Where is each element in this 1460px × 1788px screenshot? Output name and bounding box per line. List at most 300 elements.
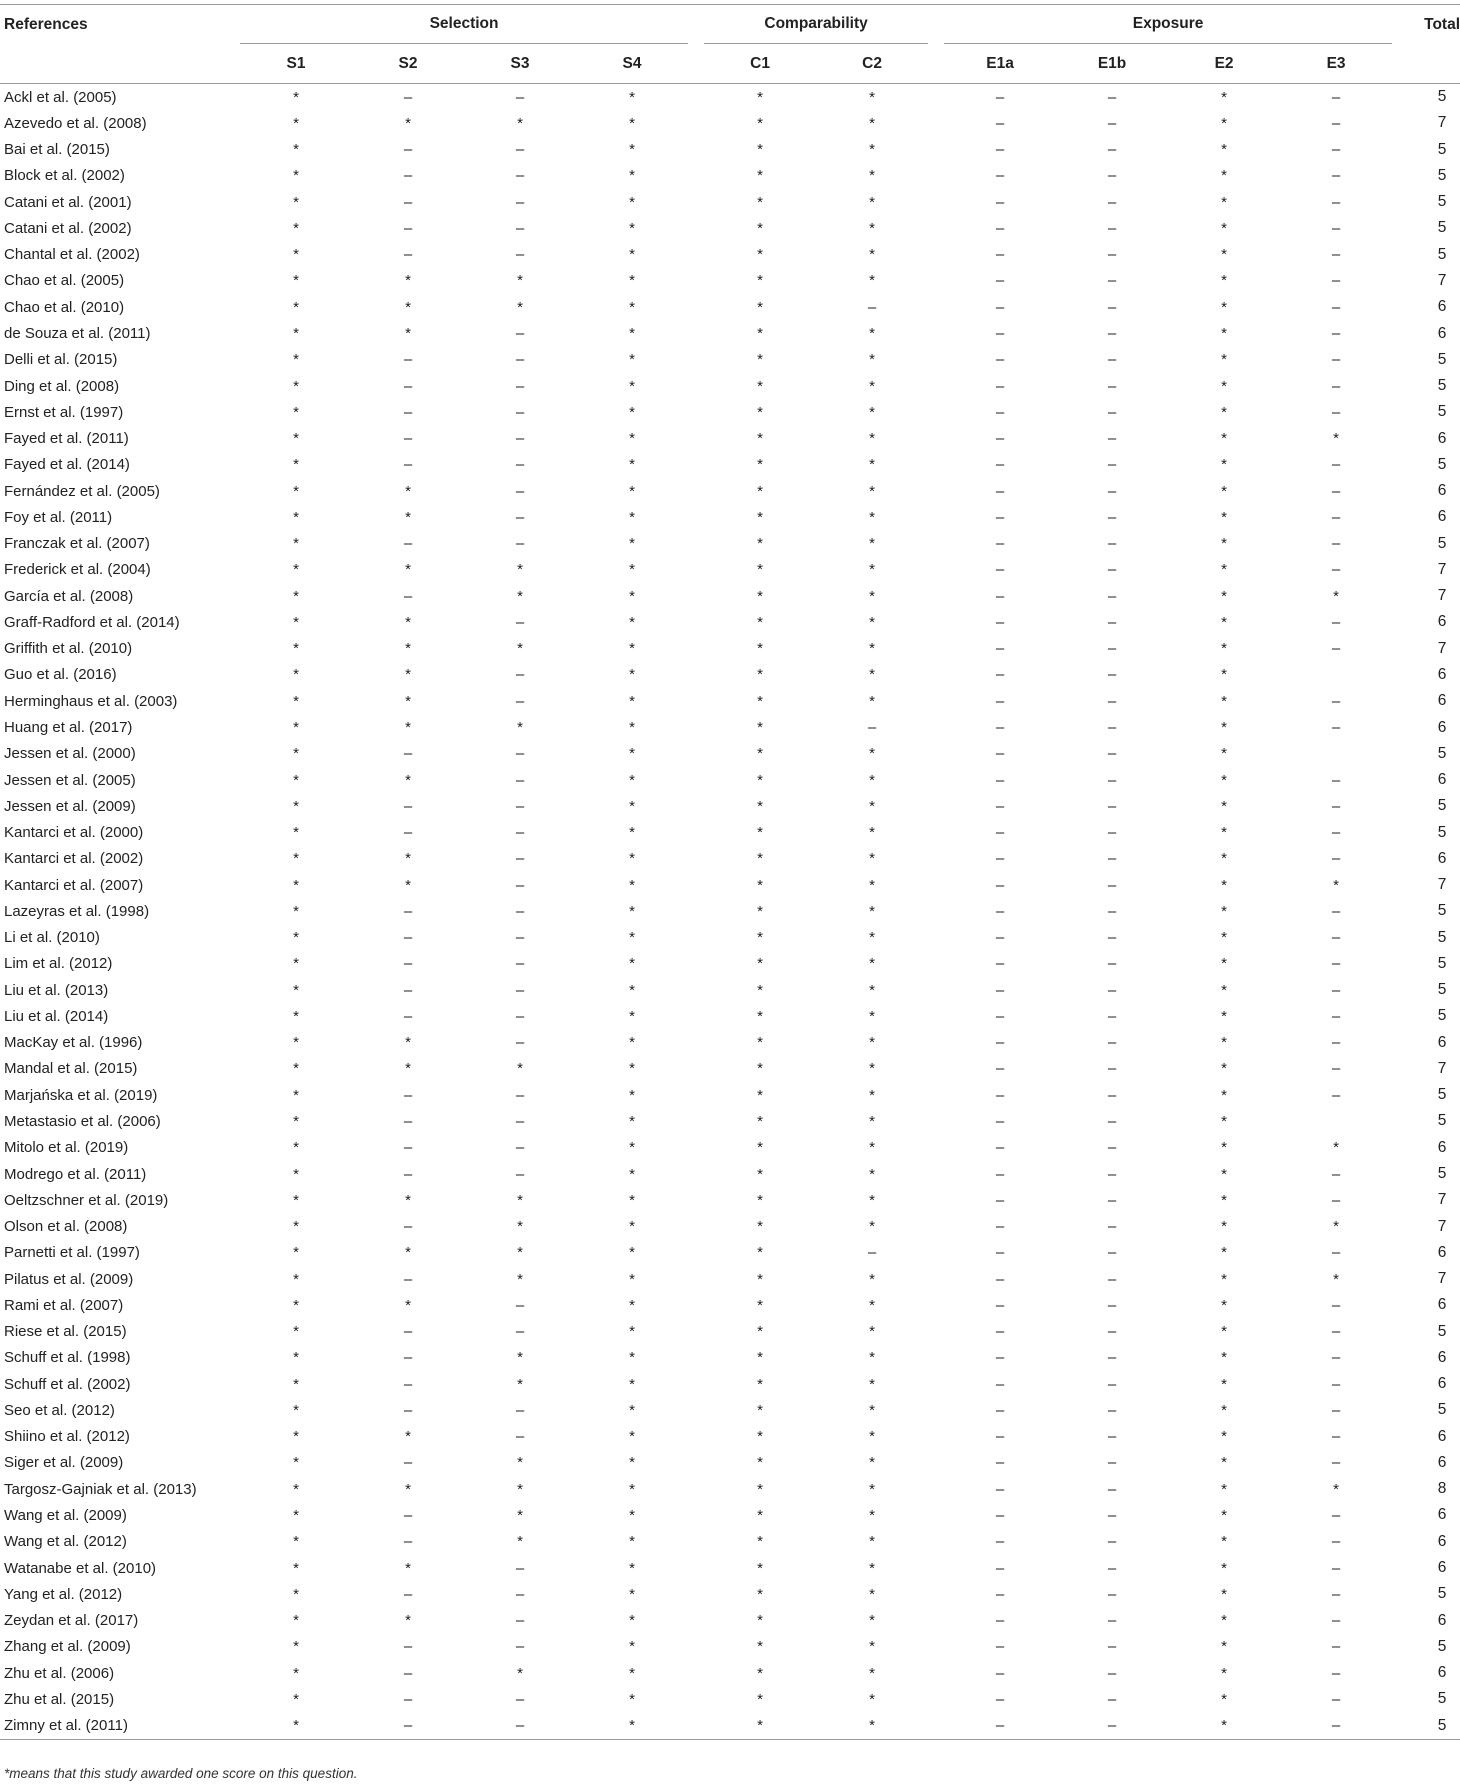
- score-cell: *: [405, 1191, 411, 1209]
- score-cell: *: [1221, 929, 1227, 947]
- total-cell: 6: [1437, 1138, 1447, 1156]
- column-gap: [928, 1318, 944, 1344]
- score-cell: *: [1333, 1270, 1339, 1288]
- column-gap: [928, 609, 944, 635]
- score-cell: *: [293, 219, 299, 237]
- score-cell: *: [869, 167, 875, 185]
- score-cell: *: [757, 1244, 763, 1262]
- score-cell: *: [757, 613, 763, 631]
- column-gap: [928, 898, 944, 924]
- score-cell: *: [1221, 797, 1227, 815]
- score-cell: –: [515, 1612, 525, 1630]
- score-cell: –: [995, 1664, 1005, 1682]
- score-cell: *: [405, 482, 411, 500]
- score-cell: *: [757, 456, 763, 474]
- total-cell: 7: [1437, 1059, 1447, 1077]
- column-header-c2: C2: [816, 45, 928, 84]
- header-gap: [928, 45, 944, 84]
- column-gap: [928, 1397, 944, 1423]
- reference-cell: de Souza et al. (2011): [4, 325, 151, 343]
- score-cell: *: [293, 298, 299, 316]
- header-row-groups: [0, 5, 1460, 46]
- reference-cell: Chantal et al. (2002): [4, 246, 140, 264]
- score-cell: –: [515, 403, 525, 421]
- score-cell: *: [1221, 1323, 1227, 1341]
- score-cell: [1280, 662, 1392, 688]
- score-cell: –: [1107, 666, 1117, 684]
- reference-cell: Foy et al. (2011): [4, 508, 113, 526]
- total-cell: 5: [1437, 744, 1447, 762]
- score-cell: –: [515, 535, 525, 553]
- reference-cell: Wang et al. (2009): [4, 1506, 127, 1524]
- score-cell: –: [403, 1690, 413, 1708]
- score-cell: –: [995, 955, 1005, 973]
- score-cell: –: [1107, 482, 1117, 500]
- score-cell: *: [629, 981, 635, 999]
- column-gap: [688, 1397, 704, 1423]
- column-gap: [928, 84, 944, 111]
- score-cell: –: [403, 430, 413, 448]
- score-cell: *: [405, 876, 411, 894]
- total-cell: 5: [1437, 534, 1447, 552]
- total-cell: 7: [1437, 1191, 1447, 1209]
- score-cell: *: [293, 955, 299, 973]
- column-gap: [688, 1240, 704, 1266]
- score-cell: *: [816, 1712, 928, 1739]
- score-cell: *: [293, 771, 299, 789]
- column-gap: [928, 819, 944, 845]
- score-cell: –: [515, 797, 525, 815]
- header-blank: [0, 45, 240, 84]
- score-cell: *: [1221, 535, 1227, 553]
- reference-cell: Modrego et al. (2011): [4, 1165, 147, 1183]
- score-cell: *: [1221, 272, 1227, 290]
- column-gap: [928, 1135, 944, 1161]
- score-cell: *: [293, 902, 299, 920]
- table-row: [0, 1240, 1460, 1266]
- score-cell: –: [1107, 1244, 1117, 1262]
- score-cell: –: [1331, 1191, 1341, 1209]
- reference-cell: Oeltzschner et al. (2019): [4, 1191, 169, 1209]
- score-cell: *: [869, 88, 875, 106]
- reference-cell: Siger et al. (2009): [4, 1454, 124, 1472]
- score-cell: –: [1331, 403, 1341, 421]
- score-cell: *: [757, 1690, 763, 1708]
- score-cell: –: [995, 1559, 1005, 1577]
- score-cell: *: [869, 351, 875, 369]
- score-cell: *: [405, 1428, 411, 1446]
- score-cell: –: [403, 1533, 413, 1551]
- score-cell: –: [1331, 193, 1341, 211]
- table-row: [0, 1345, 1460, 1371]
- score-cell: *: [293, 929, 299, 947]
- score-cell: *: [757, 377, 763, 395]
- score-cell: –: [515, 88, 525, 106]
- score-cell: *: [293, 1690, 299, 1708]
- score-cell: *: [629, 219, 635, 237]
- column-gap: [928, 347, 944, 373]
- score-cell: *: [1221, 1112, 1227, 1130]
- table-row: [0, 872, 1460, 898]
- column-gap: [688, 137, 704, 163]
- score-cell: *: [1221, 351, 1227, 369]
- score-cell: *: [869, 1375, 875, 1393]
- score-cell: *: [1221, 141, 1227, 159]
- table-row: [0, 609, 1460, 635]
- table-row: [0, 583, 1460, 609]
- column-gap: [928, 373, 944, 399]
- score-cell: *: [869, 929, 875, 947]
- reference-cell: Catani et al. (2001): [4, 193, 132, 211]
- score-cell: *: [629, 1664, 635, 1682]
- score-cell: –: [1107, 403, 1117, 421]
- score-cell: *: [293, 1401, 299, 1419]
- score-cell: *: [629, 403, 635, 421]
- column-gap: [688, 636, 704, 662]
- score-cell: –: [403, 167, 413, 185]
- score-cell: –: [403, 1112, 413, 1130]
- score-cell: –: [1331, 1612, 1341, 1630]
- score-cell: *: [629, 719, 635, 736]
- score-cell: –: [1331, 1506, 1341, 1524]
- score-cell: *: [629, 1296, 635, 1314]
- score-cell: –: [403, 1506, 413, 1524]
- column-gap: [928, 531, 944, 557]
- table-row: [0, 1108, 1460, 1134]
- group-header-exposure: [944, 5, 1392, 46]
- reference-cell: Ding et al. (2008): [4, 377, 120, 395]
- score-cell: –: [995, 981, 1005, 999]
- score-cell: *: [757, 272, 763, 290]
- column-header-c1: C1: [704, 45, 816, 84]
- total-cell: 6: [1437, 1427, 1447, 1445]
- score-cell: *: [293, 1112, 299, 1130]
- score-cell: –: [515, 1086, 525, 1104]
- score-cell: –: [995, 1296, 1005, 1314]
- score-cell: –: [403, 902, 413, 920]
- score-cell: *: [757, 535, 763, 553]
- score-cell: –: [515, 929, 525, 947]
- score-cell: *: [517, 1191, 523, 1209]
- column-gap: [688, 399, 704, 425]
- score-cell: *: [869, 876, 875, 894]
- reference-cell: Targosz-Gajniak et al. (2013): [4, 1480, 197, 1498]
- score-cell: –: [515, 981, 525, 999]
- score-cell: –: [1107, 430, 1117, 448]
- score-cell: –: [515, 193, 525, 211]
- column-gap: [928, 163, 944, 189]
- score-cell: *: [293, 1480, 299, 1498]
- score-cell: *: [1221, 1559, 1227, 1577]
- score-cell: *: [629, 876, 635, 894]
- score-cell: *: [405, 1296, 411, 1314]
- score-cell: *: [757, 1296, 763, 1314]
- score-cell: *: [629, 929, 635, 947]
- column-gap: [688, 1213, 704, 1239]
- score-cell: –: [995, 666, 1005, 684]
- score-cell: –: [403, 981, 413, 999]
- table-row: [0, 1030, 1460, 1056]
- column-gap: [928, 1686, 944, 1712]
- score-cell: *: [1221, 902, 1227, 920]
- score-cell: *: [869, 1349, 875, 1367]
- score-cell: –: [995, 1638, 1005, 1656]
- score-cell: *: [1221, 1139, 1227, 1157]
- reference-cell: Fayed et al. (2011): [4, 430, 129, 448]
- score-cell: –: [995, 613, 1005, 631]
- reference-cell: Mandal et al. (2015): [4, 1060, 138, 1078]
- table-row: [0, 1712, 1460, 1739]
- score-cell: *: [869, 219, 875, 237]
- score-cell: *: [293, 193, 299, 211]
- score-cell: –: [995, 1585, 1005, 1603]
- score-cell: *: [629, 1139, 635, 1157]
- score-cell: *: [293, 981, 299, 999]
- score-cell: *: [1221, 613, 1227, 631]
- score-cell: *: [629, 535, 635, 553]
- score-cell: –: [1107, 1086, 1117, 1104]
- score-cell: *: [517, 587, 523, 605]
- score-cell: –: [1107, 692, 1117, 710]
- reference-cell: Kantarci et al. (2000): [4, 824, 144, 842]
- reference-cell: Herminghaus et al. (2003): [4, 692, 178, 710]
- column-gap: [928, 977, 944, 1003]
- score-cell: –: [403, 1585, 413, 1603]
- reference-cell: Wang et al. (2012): [4, 1533, 127, 1551]
- total-cell: 5: [1437, 166, 1447, 184]
- score-cell: *: [405, 666, 411, 684]
- score-cell: *: [869, 246, 875, 264]
- score-cell: *: [629, 430, 635, 448]
- score-cell: *: [757, 167, 763, 185]
- column-gap: [928, 1371, 944, 1397]
- score-cell: *: [517, 561, 523, 579]
- score-cell: *: [869, 613, 875, 631]
- score-cell: –: [515, 1112, 525, 1130]
- column-gap: [688, 1476, 704, 1502]
- score-cell: –: [995, 1506, 1005, 1524]
- score-cell: –: [1331, 1086, 1341, 1104]
- score-cell: –: [995, 561, 1005, 579]
- total-cell: 5: [1437, 350, 1447, 368]
- score-cell: –: [1331, 482, 1341, 500]
- table-row: [0, 1003, 1460, 1029]
- score-cell: –: [867, 1244, 877, 1262]
- table-row: [0, 1555, 1460, 1581]
- score-cell: –: [515, 456, 525, 474]
- reference-cell: García et al. (2008): [4, 587, 134, 605]
- score-cell: *: [1221, 298, 1227, 316]
- score-cell: *: [405, 1244, 411, 1262]
- score-cell: –: [1331, 141, 1341, 159]
- score-cell: *: [757, 1585, 763, 1603]
- score-cell: –: [403, 88, 413, 106]
- score-cell: *: [517, 1270, 523, 1288]
- column-gap: [928, 1502, 944, 1528]
- column-gap: [928, 504, 944, 530]
- score-cell: –: [1107, 587, 1117, 605]
- column-gap: [688, 84, 704, 111]
- score-cell: –: [1331, 561, 1341, 579]
- score-cell: –: [1107, 955, 1117, 973]
- column-gap: [928, 583, 944, 609]
- score-cell: *: [757, 692, 763, 710]
- total-cell: 7: [1437, 560, 1447, 578]
- score-cell: *: [1221, 719, 1227, 736]
- score-cell: –: [1107, 535, 1117, 553]
- score-cell: *: [869, 797, 875, 815]
- score-cell: *: [629, 1323, 635, 1341]
- score-cell: –: [464, 1712, 576, 1739]
- score-cell: –: [995, 1086, 1005, 1104]
- score-cell: *: [757, 1086, 763, 1104]
- score-cell: *: [293, 1664, 299, 1682]
- score-cell: –: [1331, 1296, 1341, 1314]
- score-cell: –: [1107, 114, 1117, 132]
- total-cell: 5: [1437, 1086, 1447, 1104]
- score-cell: –: [1331, 1585, 1341, 1603]
- score-cell: –: [1107, 1585, 1117, 1603]
- score-cell: –: [1331, 692, 1341, 710]
- total-cell: 6: [1437, 1559, 1447, 1576]
- group-label-comparability: Comparability: [704, 7, 928, 44]
- score-cell: *: [629, 193, 635, 211]
- score-cell: *: [293, 141, 299, 159]
- score-cell: –: [403, 193, 413, 211]
- table-row: [0, 925, 1460, 951]
- score-cell: –: [995, 771, 1005, 789]
- score-cell: *: [1221, 219, 1227, 237]
- table-row: [0, 504, 1460, 530]
- header-gap: [688, 45, 704, 84]
- group-label-exposure: Exposure: [944, 7, 1392, 44]
- score-cell: *: [1221, 1612, 1227, 1630]
- column-gap: [688, 662, 704, 688]
- table-row: [0, 1397, 1460, 1423]
- column-gap: [688, 1607, 704, 1633]
- column-gap: [688, 294, 704, 320]
- score-cell: *: [757, 193, 763, 211]
- score-cell: –: [995, 351, 1005, 369]
- score-cell: –: [515, 1296, 525, 1314]
- column-header-s3: S3: [464, 45, 576, 84]
- score-cell: –: [1107, 561, 1117, 579]
- score-cell: –: [403, 456, 413, 474]
- score-cell: –: [1331, 613, 1341, 631]
- score-cell: *: [1221, 325, 1227, 343]
- score-cell: *: [240, 1712, 352, 1739]
- score-cell: *: [1221, 1270, 1227, 1288]
- score-cell: *: [629, 1349, 635, 1367]
- table-footnote: *means that this study awarded one score on this question.: [4, 1766, 358, 1781]
- score-cell: –: [995, 167, 1005, 185]
- reference-cell: Lazeyras et al. (1998): [4, 902, 150, 920]
- score-cell: *: [869, 325, 875, 343]
- score-cell: *: [1221, 1638, 1227, 1656]
- column-header-s2: S2: [352, 45, 464, 84]
- score-cell: –: [403, 745, 413, 763]
- score-cell: *: [869, 456, 875, 474]
- score-cell: –: [995, 1191, 1005, 1209]
- score-cell: –: [1331, 1375, 1341, 1393]
- score-cell: *: [629, 272, 635, 290]
- column-header-e2: E2: [1168, 45, 1280, 84]
- column-gap: [928, 425, 944, 451]
- score-cell: *: [629, 1112, 635, 1130]
- score-cell: –: [1107, 1323, 1117, 1341]
- total-cell: 5: [1437, 140, 1447, 158]
- total-cell: 5: [1437, 245, 1447, 263]
- score-cell: *: [869, 745, 875, 763]
- score-cell: *: [293, 692, 299, 710]
- score-cell: –: [515, 325, 525, 343]
- score-cell: *: [629, 745, 635, 763]
- column-gap: [688, 1450, 704, 1476]
- total-cell: 5: [1437, 1112, 1447, 1130]
- score-cell: *: [757, 876, 763, 894]
- group-header-selection: [240, 5, 688, 46]
- score-cell: *: [405, 692, 411, 710]
- column-gap: [688, 1660, 704, 1686]
- score-cell: *: [629, 1401, 635, 1419]
- reference-cell: Catani et al. (2002): [4, 219, 132, 237]
- score-cell: –: [515, 1638, 525, 1656]
- table-row: [0, 137, 1460, 163]
- score-cell: *: [869, 587, 875, 605]
- score-cell: –: [1056, 1712, 1168, 1739]
- score-cell: *: [1333, 587, 1339, 605]
- total-cell: 8: [1437, 1480, 1447, 1498]
- score-cell: –: [1331, 1060, 1341, 1078]
- table-row: [0, 268, 1460, 294]
- score-cell: *: [757, 587, 763, 605]
- score-cell: *: [1221, 955, 1227, 973]
- score-cell: *: [629, 1612, 635, 1630]
- score-cell: –: [1107, 771, 1117, 789]
- score-cell: *: [757, 1218, 763, 1236]
- column-gap: [928, 1712, 944, 1739]
- score-cell: –: [995, 850, 1005, 868]
- score-cell: *: [1221, 1585, 1227, 1603]
- table-row: [0, 1161, 1460, 1187]
- score-cell: –: [1107, 1506, 1117, 1524]
- score-cell: –: [515, 351, 525, 369]
- score-cell: *: [293, 351, 299, 369]
- table-row: [0, 793, 1460, 819]
- score-cell: *: [1221, 1244, 1227, 1262]
- score-cell: *: [757, 1007, 763, 1025]
- score-cell: *: [1221, 377, 1227, 395]
- score-cell: *: [1221, 1506, 1227, 1524]
- column-gap: [928, 294, 944, 320]
- score-cell: –: [515, 955, 525, 973]
- score-cell: *: [704, 1712, 816, 1739]
- score-cell: –: [515, 508, 525, 526]
- column-gap: [688, 1424, 704, 1450]
- score-cell: *: [757, 403, 763, 421]
- score-cell: *: [757, 219, 763, 237]
- table-row: [0, 741, 1460, 767]
- score-cell: *: [293, 797, 299, 815]
- column-gap: [928, 1003, 944, 1029]
- score-cell: *: [629, 377, 635, 395]
- score-cell: –: [515, 1165, 525, 1183]
- table-row: [0, 1450, 1460, 1476]
- score-cell: *: [405, 1612, 411, 1630]
- table-row: [0, 1266, 1460, 1292]
- score-cell: *: [629, 771, 635, 789]
- score-cell: *: [293, 1244, 299, 1262]
